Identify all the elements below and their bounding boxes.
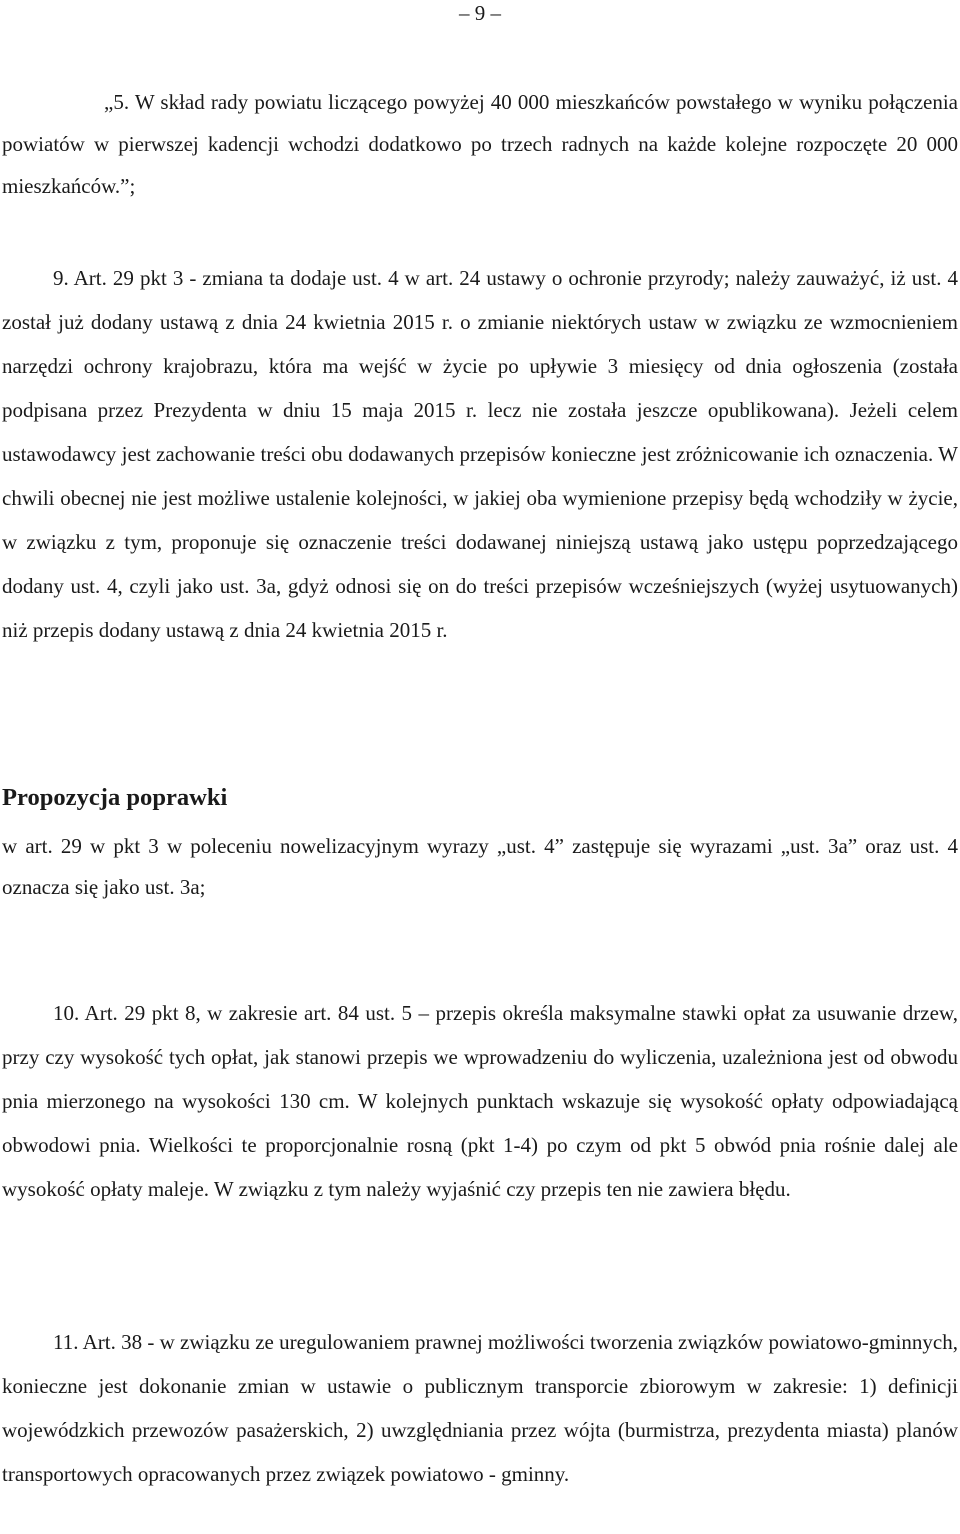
page-number: – 9 – [459, 1, 501, 25]
item-11-paragraph [2, 1320, 958, 1496]
amendment-proposal-heading: Propozycja poprawki [2, 784, 228, 811]
item-9-text: 9. Art. 29 pkt 3 - zmiana ta dodaje ust. 4 w art. 24 ustawy o ochronie przyrody; należy zauważyć, iż ust. 4 został już dodany ustawą z dnia 24 kwietnia 2015 r. o zmianie niektórych ustaw w związku ze wzmocnieniem narzędzi ochrony krajobrazu, która ma wejść w życie po upływie 3 miesięcy od dnia ogłoszenia (została podpisana przez Prezydenta w dniu 15 maja 2015 r. lecz nie została jeszcze opublikowana). Jeżeli celem ustawodawcy jest zachowanie treści obu dodawanych przepisów konieczne jest zróżnicowanie ich oznaczenia. W chwili obecnej nie jest możliwe ustalenie kolejności, w jakiej oba wymienione przepisy będą wchodziły w życie, w związku z tym, proponuje się oznaczenie treści dodawanej niniejszą ustawą jako ustępu poprzedzającego dodany ust. 4, czyli jako ust. 3a, gdyż odnosi się on do treści przepisów wcześniejszych (wyżej usytuowanych) niż przepis dodany ustawą z dnia 24 kwietnia 2015 r. [2, 266, 958, 642]
quoted-provision-text: „5. W skład rady powiatu liczącego powyżej 40 000 mieszkańców powstałego w wyniku połączenia powiatów w pierwszej kadencji wchodzi dodatkowo po trzech radnych na każde kolejne rozpoczęte 20 000 mieszkańców.”; [2, 90, 958, 198]
quoted-provision-paragraph [2, 81, 958, 207]
item-10-paragraph [2, 991, 958, 1211]
item-10-text: 10. Art. 29 pkt 8, w zakresie art. 84 ust. 5 – przepis określa maksymalne stawki opłat za usuwanie drzew, przy czy wysokość tych opłat, jak stanowi przepis we wprowadzeniu do wyliczenia, uzależniona jest od obwodu pnia mierzonego na wysokości 130 cm. W kolejnych punktach wskazuje się wysokość opłaty odpowiadającą obwodowi pnia. Wielkości te proporcjonalnie rosną (pkt 1-4) po czym od pkt 5 obwód pnia rośnie dalej ale wysokość opłaty maleje. W związku z tym należy wyjaśnić czy przepis ten nie zawiera błędu. [2, 1001, 958, 1201]
item-9-paragraph [2, 256, 958, 652]
amendment-proposal-text: w art. 29 w pkt 3 w poleceniu nowelizacyjnym wyrazy „ust. 4” zastępuje się wyrazami „ust. 3a” oraz ust. 4 oznacza się jako ust. 3a; [2, 834, 958, 899]
item-11-text: 11. Art. 38 - w związku ze uregulowaniem prawnej możliwości tworzenia związków powiatowo-gminnych, konieczne jest dokonanie zmian w ustawie o publicznym transporcie zbiorowym w zakresie: 1) definicji wojewódzkich przewozów pasażerskich, 2) uwzględniania przez wójta (burmistrza, prezydenta miasta) planów transportowych opracowanych przez związek powiatowo - gminny. [2, 1330, 958, 1486]
